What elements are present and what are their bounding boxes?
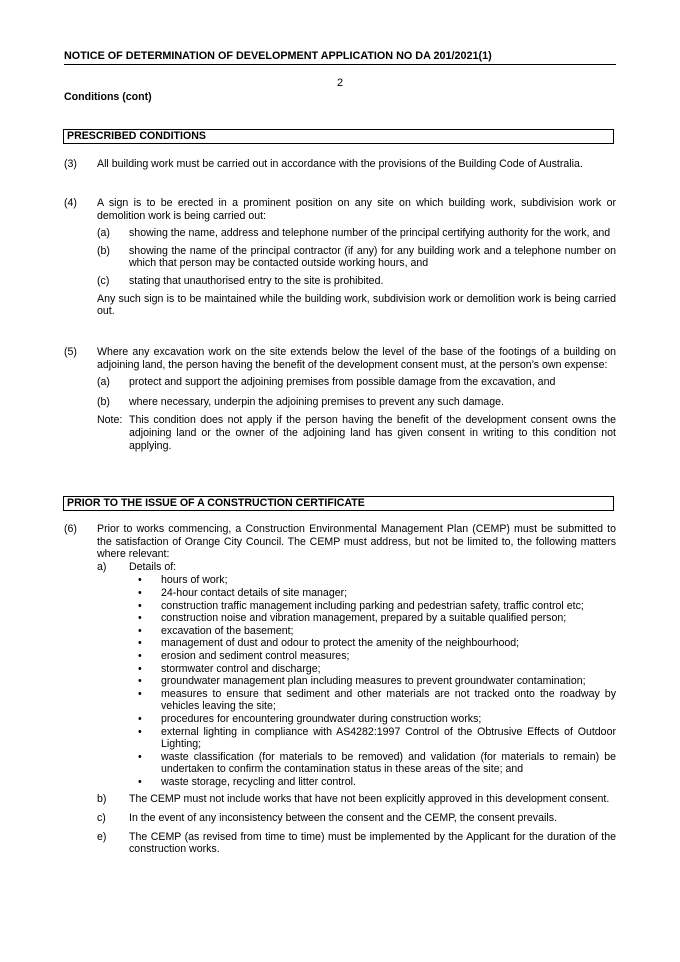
item-label: (a) — [97, 376, 110, 389]
list-item — [128, 776, 616, 789]
list-item-text: management of dust and odour to protect the amenity of the neighbourhood; — [161, 637, 520, 650]
bullet-icon: • — [138, 687, 142, 700]
item-label: b) — [97, 793, 107, 806]
condition-5 — [64, 346, 616, 452]
condition-item — [97, 793, 616, 806]
condition-item — [97, 376, 616, 389]
condition-text: A sign is to be erected in a prominent position on any site on which building work, subdivision work or demolition work is being carried out: — [97, 197, 616, 222]
list-item — [128, 612, 616, 625]
bullet-icon: • — [138, 750, 142, 763]
cemp-details-list — [128, 574, 616, 788]
condition-number: (6) — [64, 523, 77, 535]
bullet-icon: • — [138, 586, 142, 599]
list-item-text: 24-hour contact details of site manager; — [161, 586, 348, 599]
list-item-text: waste storage, recycling and litter control. — [161, 775, 356, 788]
list-item-text: procedures for encountering groundwater during construction works; — [161, 712, 482, 725]
list-item — [128, 574, 616, 587]
list-item-text: waste classification (for materials to be removed) and validation (for materials to remain) be undertaken to confirm the contamination status in these areas of the site; and — [161, 750, 616, 776]
item-text: In the event of any inconsistency between the consent and the CEMP, the consent prevails. — [129, 812, 557, 825]
condition-text: Prior to works commencing, a Construction Environmental Management Plan (CEMP) must be submitted to the satisfaction of Orange City Council. The CEMP must address, but not be limited to, the following matters where relevant: — [97, 523, 616, 561]
list-item — [128, 625, 616, 638]
condition-text: Where any excavation work on the site extends below the level of the base of the footings of a building on adjoining land, the person having the benefit of the development consent must, at the person’s own expense: — [97, 346, 616, 371]
bullet-icon: • — [138, 574, 142, 587]
list-item — [128, 663, 616, 676]
condition-3 — [64, 158, 616, 171]
list-item — [128, 600, 616, 613]
condition-item — [97, 245, 616, 270]
note-text: This condition does not apply if the person having the benefit of the development consent owns the adjoining land or the owner of the adjoining land has given consent in writing to this condition not applying. — [129, 414, 616, 452]
list-item — [128, 675, 616, 688]
list-item-text: groundwater management plan including measures to prevent groundwater contamination; — [161, 675, 586, 688]
bullet-icon: • — [138, 675, 142, 688]
item-label: (b) — [97, 395, 110, 408]
condition-paragraph: Any such sign is to be maintained while the building work, subdivision work or demolition work is being carried out. — [97, 292, 616, 318]
condition-number: (5) — [64, 346, 77, 358]
item-text: stating that unauthorised entry to the site is prohibited. — [129, 274, 384, 287]
item-label: e) — [97, 830, 107, 843]
note-label: Note: — [97, 414, 123, 427]
list-item-text: hours of work; — [161, 574, 228, 587]
list-item — [128, 587, 616, 600]
condition-item — [97, 812, 616, 825]
item-label: c) — [97, 812, 106, 825]
item-label: (a) — [97, 227, 110, 240]
list-item — [128, 637, 616, 650]
list-item-text: external lighting in compliance with AS4282:1997 Control of the Obtrusive Effects of Outdoor Lighting; — [161, 725, 616, 751]
condition-number: (3) — [64, 158, 77, 170]
item-text: showing the name of the principal contractor (if any) for any building work and a telephone number on which that person may be contacted outside working hours, and — [129, 244, 616, 270]
page-number: 2 — [336, 77, 344, 89]
conditions-subtitle: Conditions (cont) — [64, 91, 152, 103]
bullet-icon: • — [138, 712, 142, 725]
item-text: where necessary, underpin the adjoining premises to prevent any such damage. — [129, 395, 504, 408]
list-item — [128, 726, 616, 751]
condition-item — [97, 275, 616, 288]
list-item-text: construction traffic management including parking and pedestrian safety, traffic control etc; — [161, 599, 584, 612]
item-text: The CEMP (as revised from time to time) must be implemented by the Applicant for the duration of the construction works. — [129, 830, 616, 856]
condition-6 — [64, 523, 616, 856]
condition-item — [97, 396, 616, 409]
condition-4 — [64, 197, 616, 318]
list-item-text: excavation of the basement; — [161, 624, 294, 637]
item-label: (c) — [97, 274, 110, 287]
item-label: a) — [97, 560, 107, 573]
condition-text: All building work must be carried out in accordance with the provisions of the Building Code of Australia. — [97, 158, 583, 170]
bullet-icon: • — [138, 662, 142, 675]
item-text: showing the name, address and telephone number of the principal certifying authority for the work, and — [129, 227, 611, 240]
bullet-icon: • — [138, 637, 142, 650]
list-item-text: erosion and sediment control measures; — [161, 649, 350, 662]
item-label: (b) — [97, 244, 110, 257]
list-item — [128, 688, 616, 713]
condition-number: (4) — [64, 197, 77, 209]
list-item-text: construction noise and vibration management, prepared by a suitable qualified person; — [161, 612, 567, 625]
bullet-icon: • — [138, 775, 142, 788]
item-text: protect and support the adjoining premises from possible damage from the excavation, and — [129, 376, 556, 389]
page-title: NOTICE OF DETERMINATION OF DEVELOPMENT APPLICATION NO DA 201/2021(1) — [64, 50, 616, 65]
bullet-icon: • — [138, 599, 142, 612]
list-item-text: measures to ensure that sediment and other materials are not tracked onto the roadway by vehicles leaving the site; — [161, 687, 616, 713]
list-item — [128, 751, 616, 776]
bullet-icon: • — [138, 649, 142, 662]
section-heading-prescribed-conditions: PRESCRIBED CONDITIONS — [63, 129, 614, 144]
bullet-icon: • — [138, 624, 142, 637]
condition-item — [97, 227, 616, 240]
list-item — [128, 713, 616, 726]
bullet-icon: • — [138, 725, 142, 738]
item-text: Details of: — [129, 560, 177, 573]
list-item-text: stormwater control and discharge; — [161, 662, 321, 675]
condition-item — [97, 831, 616, 856]
item-text: The CEMP must not include works that have not been explicitly approved in this development consent. — [129, 793, 610, 806]
condition-note — [97, 414, 616, 452]
section-heading-construction-certificate: PRIOR TO THE ISSUE OF A CONSTRUCTION CERTIFICATE — [63, 496, 614, 511]
condition-item — [97, 561, 616, 574]
bullet-icon: • — [138, 612, 142, 625]
list-item — [128, 650, 616, 663]
